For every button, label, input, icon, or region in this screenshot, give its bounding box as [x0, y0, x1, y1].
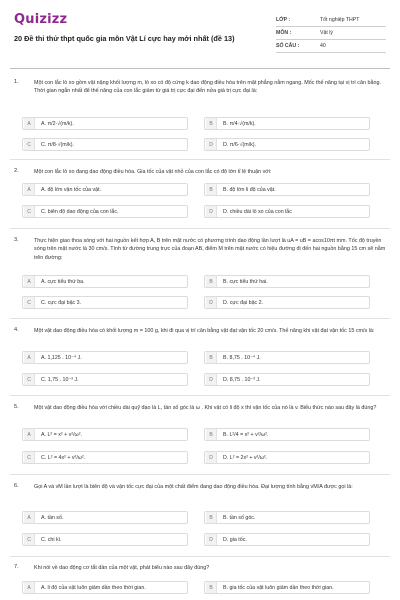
option-letter: C: [24, 374, 35, 385]
option-letter: D: [206, 139, 217, 150]
question-divider: [10, 228, 390, 229]
option-c[interactable]: [22, 138, 188, 151]
meta-table: [276, 14, 386, 53]
option-letter: A: [24, 429, 35, 440]
option-letter: D: [206, 534, 217, 545]
option-text: B. tần số góc.: [223, 514, 256, 521]
option-b[interactable]: [204, 511, 370, 524]
question-text: Khi nói về dao động cơ tắt dần của một vật, phát biểu nào sau đây đúng?: [34, 565, 210, 571]
header: [14, 12, 386, 64]
option-letter: A: [24, 184, 35, 195]
option-c[interactable]: [22, 296, 188, 309]
meta-row-subject: [276, 27, 386, 40]
meta-label: MÔN :: [276, 30, 292, 36]
option-c[interactable]: [22, 533, 188, 546]
option-letter: D: [206, 297, 217, 308]
option-text: D. chiều dài lò xo của con lắc: [223, 208, 292, 215]
option-text: C. 1,75 . 10⁻³ J.: [41, 376, 79, 383]
option-text: C. cực đại bậc 3.: [41, 299, 82, 306]
option-letter: C: [24, 139, 35, 150]
meta-row-class: [276, 14, 386, 27]
meta-label: LỚP :: [276, 17, 291, 23]
option-b[interactable]: [204, 351, 370, 364]
option-b[interactable]: [204, 581, 370, 594]
question-divider: [10, 474, 390, 475]
question-number: 5.: [14, 404, 19, 410]
option-letter: B: [206, 184, 217, 195]
option-letter: B: [206, 582, 217, 593]
option-text: D. L² = 2x² + v²/ω².: [223, 454, 268, 461]
question-number: 2.: [14, 168, 19, 174]
option-text: D. π/6·√(m/k).: [223, 141, 257, 148]
option-letter: B: [206, 276, 217, 287]
option-text: B. độ lớn li độ của vật.: [223, 186, 276, 193]
option-letter: D: [206, 374, 217, 385]
option-d[interactable]: [204, 373, 370, 386]
option-letter: D: [206, 206, 217, 217]
question-number: 3.: [14, 237, 19, 243]
option-text: C. L² = 4x² + v²/ω².: [41, 454, 86, 461]
option-c[interactable]: [22, 205, 188, 218]
option-letter: B: [206, 352, 217, 363]
option-a[interactable]: [22, 428, 188, 441]
header-divider: [10, 68, 390, 69]
option-letter: C: [24, 534, 35, 545]
option-d[interactable]: [204, 296, 370, 309]
option-b[interactable]: [204, 428, 370, 441]
option-text: A. L² = x² + v²/ω².: [41, 431, 82, 438]
option-d[interactable]: [204, 533, 370, 546]
option-letter: A: [24, 512, 35, 523]
question-divider: [10, 318, 390, 319]
question-divider: [10, 395, 390, 396]
option-c[interactable]: [22, 451, 188, 464]
meta-value: 40: [320, 43, 326, 49]
quizizz-logo: Quizizz: [14, 12, 68, 27]
option-text: A. độ lớn vận tốc của vật.: [41, 186, 102, 193]
option-letter: D: [206, 452, 217, 463]
option-letter: C: [24, 297, 35, 308]
option-text: A. li độ của vật luôn giảm dần theo thời gian.: [41, 584, 146, 591]
meta-label: SỐ CÂU :: [276, 43, 300, 49]
option-text: A. cực tiểu thứ ba.: [41, 278, 85, 285]
option-a[interactable]: [22, 351, 188, 364]
question-text: Một con lắc lò xo đang dao động điều hòa. Gia tốc của vật nhỏ của con lắc có độ lớn tỉ lệ thuận với:: [34, 169, 272, 175]
option-a[interactable]: [22, 511, 188, 524]
question-divider: [10, 556, 390, 557]
question-number: 1.: [14, 79, 19, 85]
question-number: 4.: [14, 327, 19, 333]
option-text: A. tần số.: [41, 514, 64, 521]
option-text: D. gia tốc.: [223, 536, 247, 543]
option-text: A. 1,125 . 10⁻⁴ J.: [41, 354, 82, 361]
question-text: Thực hiện giao thoa sóng với hai nguồn kết hợp A, B trên mặt nước có phương trình dao động lần lượt là uA = uB = acos10πt mm. Tốc độ truyền sóng trên mặt nước là 30 cm/s. Tính từ đường trung trực của đoạn AB, điểm M trên mặt nước có hiệu đường đi đến hai nguồn bằng 15 cm sẽ nằm trên đường:: [34, 238, 386, 261]
option-b[interactable]: [204, 183, 370, 196]
option-d[interactable]: [204, 138, 370, 151]
question-text: Một vật dao động điều hòa có khối lượng m = 100 g, khi đi qua vị trí cân bằng vật đạt vận tốc 20 cm/s. Thế năng khi vật đạt vận tốc 15 cm/s là:: [34, 328, 375, 334]
meta-value: Tốt nghiệp THPT: [320, 17, 360, 23]
question-text: Một vật dao động điều hòa với chiều dài quỹ đạo là L, tần số góc là ω . Khi vật có li độ x thì vận tốc của nó là v. Biểu thức nào sau đây là đúng?: [34, 405, 377, 411]
question-divider: [10, 159, 390, 160]
option-d[interactable]: [204, 205, 370, 218]
option-letter: B: [206, 429, 217, 440]
option-text: C. chi kì.: [41, 536, 62, 543]
option-a[interactable]: [22, 275, 188, 288]
option-a[interactable]: [22, 183, 188, 196]
option-text: B. 8,75 . 10⁻⁴ J.: [223, 354, 261, 361]
option-text: C. π/8·√(m/k).: [41, 141, 75, 148]
option-letter: C: [24, 206, 35, 217]
option-text: B. gia tốc của vật luôn giảm dần theo thời gian.: [223, 584, 334, 591]
meta-row-question-count: [276, 40, 386, 53]
option-letter: A: [24, 582, 35, 593]
question-number: 6.: [14, 483, 19, 489]
option-text: C. biên độ dao động của con lắc.: [41, 208, 119, 215]
option-d[interactable]: [204, 451, 370, 464]
option-b[interactable]: [204, 275, 370, 288]
option-a[interactable]: [22, 117, 188, 130]
option-text: B. L²/4 = x² + v²/ω².: [223, 431, 269, 438]
option-letter: B: [206, 512, 217, 523]
option-text: A. π/2·√(m/k).: [41, 120, 74, 127]
option-b[interactable]: [204, 117, 370, 130]
question-number: 7.: [14, 564, 19, 570]
option-a[interactable]: [22, 581, 188, 594]
option-letter: B: [206, 118, 217, 129]
option-letter: A: [24, 118, 35, 129]
option-c[interactable]: [22, 373, 188, 386]
question-text: Một con lắc lò xo gồm vật nặng khối lượng m, lò xo có độ cứng k dao động điều hòa trên mặt phẳng nằm ngang. Mốc thế năng tại vị trí cân bằng. Thời gian ngắn nhất để thế năng của con lắc giảm từ giá trị cực đại đến nửa giá trị cực đại là:: [34, 80, 381, 95]
meta-value: Vật lý: [320, 30, 333, 36]
question-text: Gọi A và vM lần lượt là biên độ và vận tốc cực đại của một chất điểm đang dao động điều hòa. Đại lượng tính bằng vM/A được gọi là:: [34, 484, 353, 490]
document-title: 20 Đề thi thử thpt quốc gia môn Vật Lí cực hay mới nhất (đề 13): [14, 34, 235, 43]
option-text: B. π/4·√(m/k).: [223, 120, 256, 127]
option-letter: A: [24, 276, 35, 287]
option-text: D. cực đại bậc 2.: [223, 299, 264, 306]
option-text: D. 8,75 . 10⁻³ J.: [223, 376, 261, 383]
option-letter: A: [24, 352, 35, 363]
option-text: B. cực tiểu thứ hai.: [223, 278, 268, 285]
option-letter: C: [24, 452, 35, 463]
